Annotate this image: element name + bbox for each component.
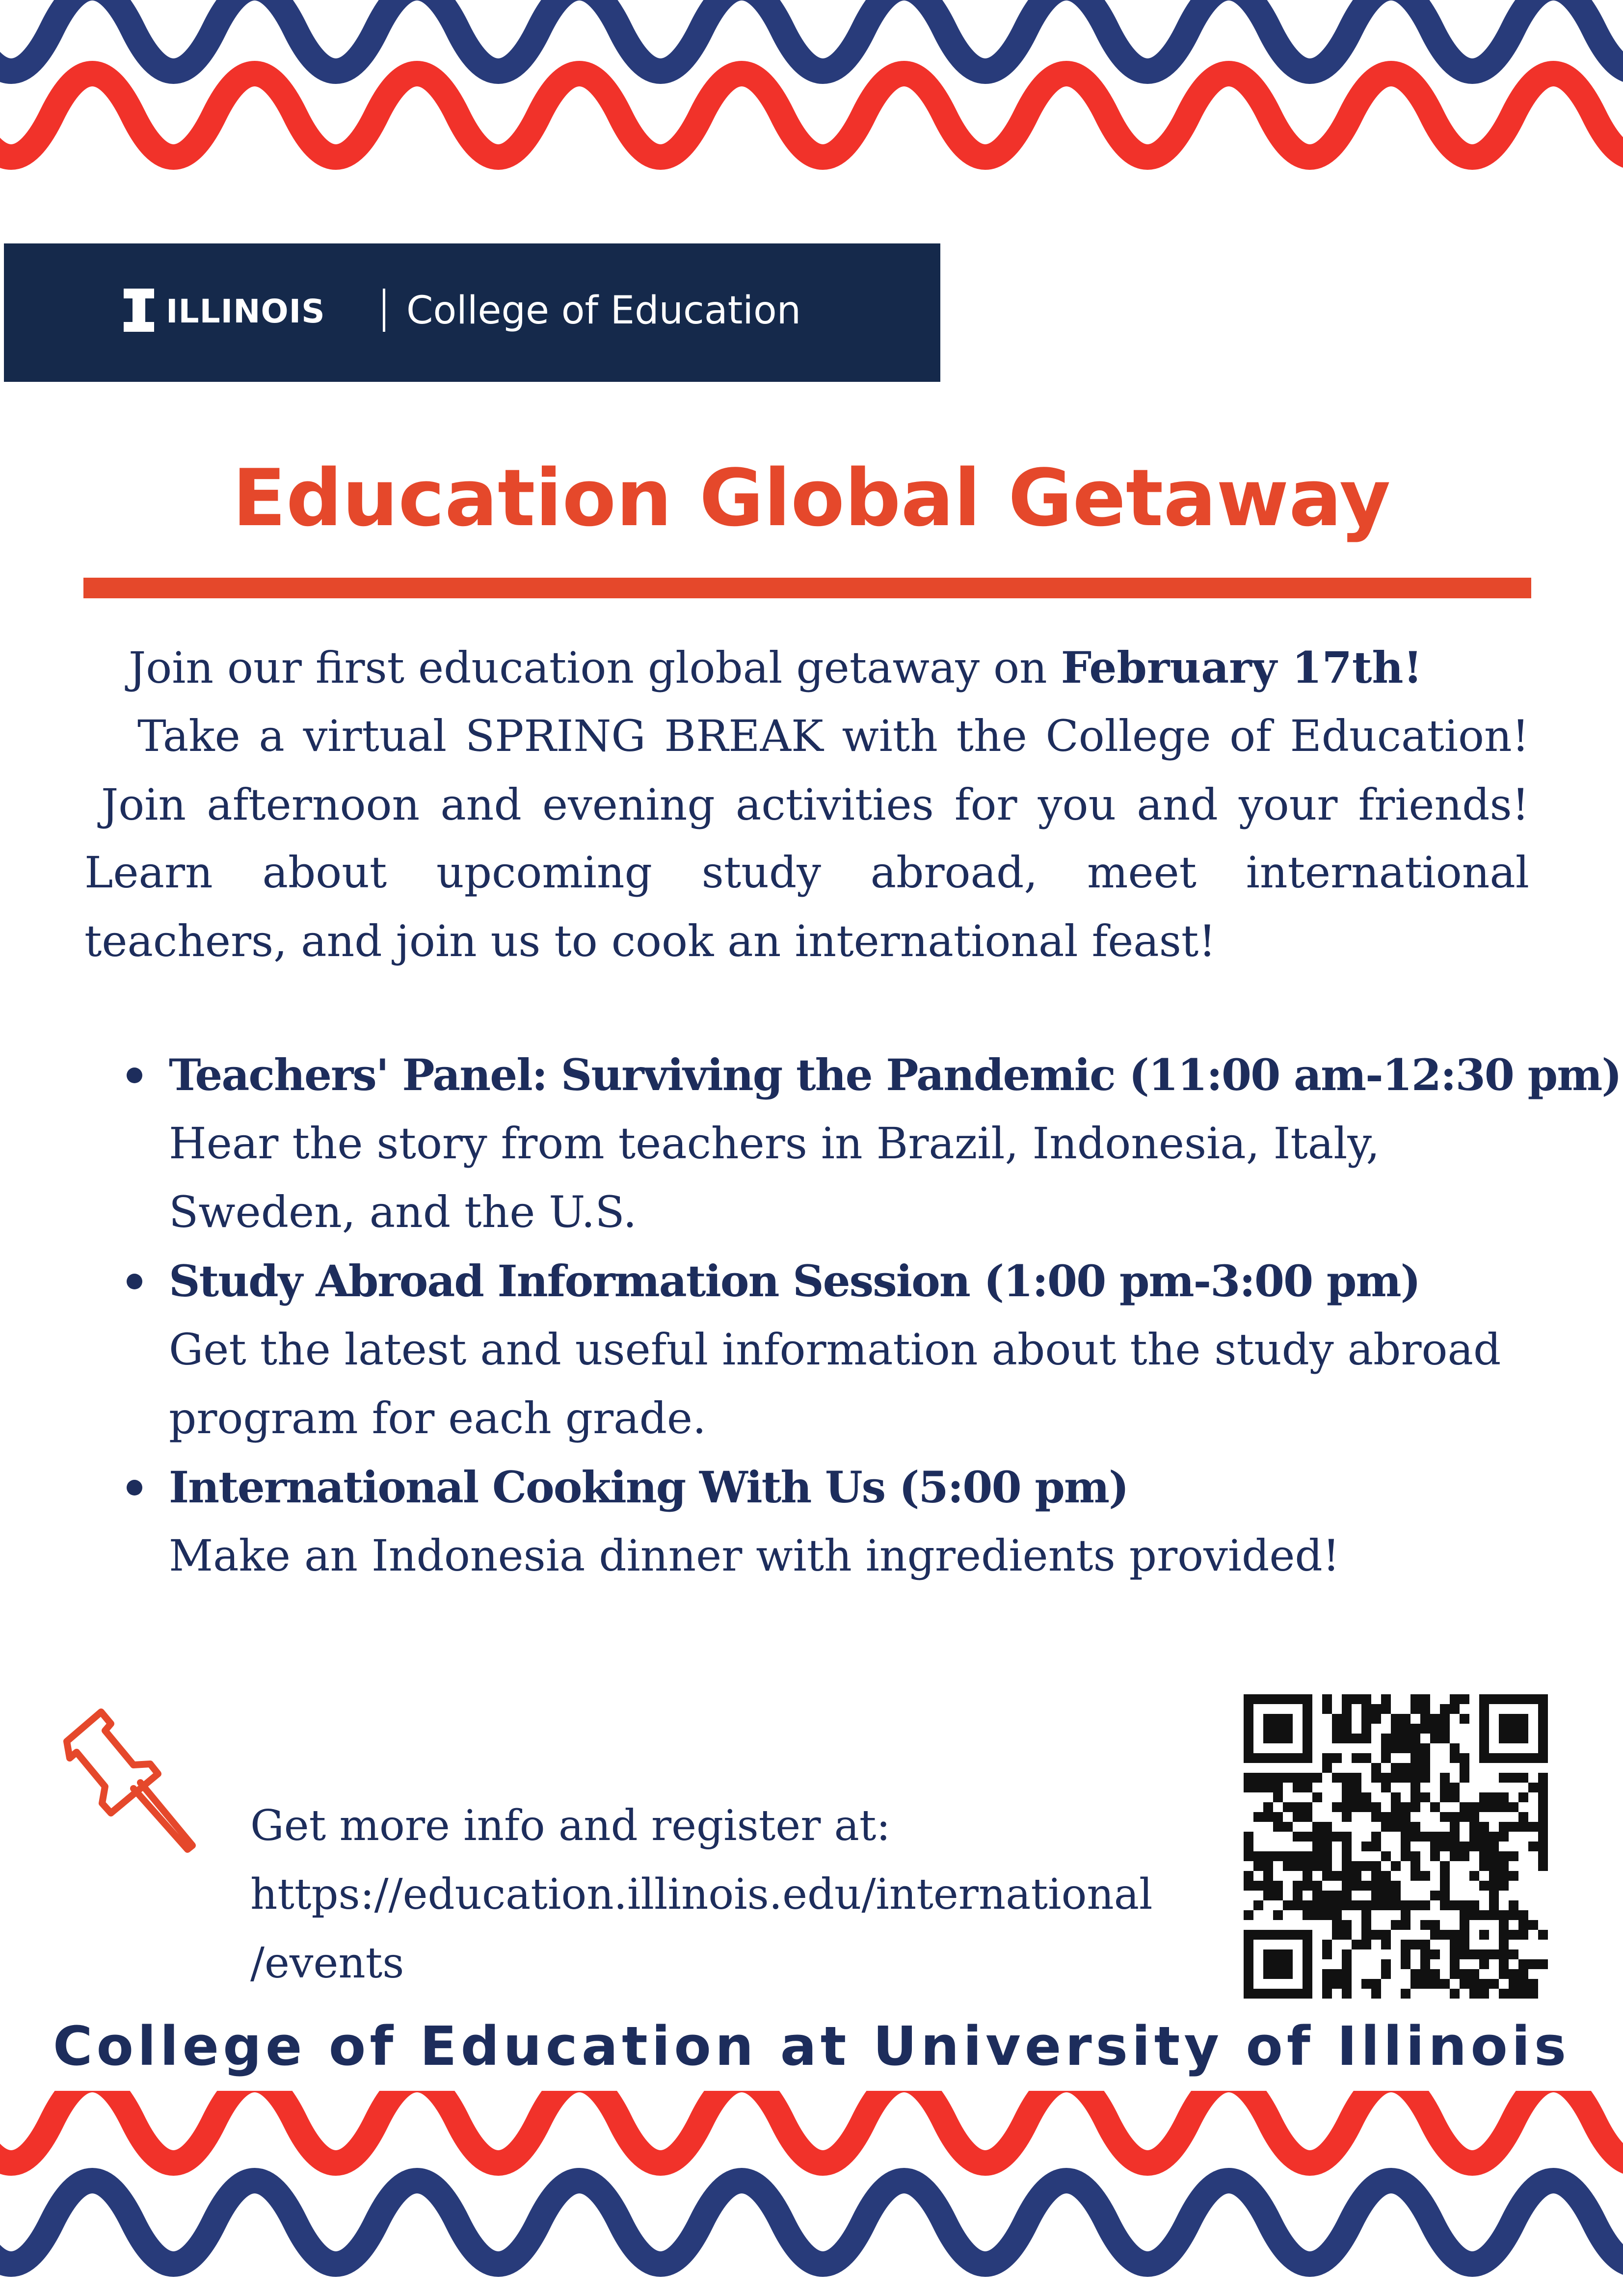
qr-code[interactable]: [1244, 1694, 1548, 1999]
top-blue-wave: [0, 0, 1623, 71]
event-description: Make an Indonesia dinner with ingredients provided!: [169, 1530, 1340, 1581]
event-title: Study Abroad Information Session (1:00 pm-3:00 pm): [169, 1255, 1420, 1307]
register-info: [250, 1791, 1222, 1998]
event-title: International Cooking With Us (5:00 pm): [169, 1462, 1128, 1513]
intro-line-3-text: Join afternoon and evening activities for you and your friends!: [101, 779, 1529, 830]
intro-line-1: [129, 633, 1422, 702]
intro-line-2: [137, 702, 1529, 771]
intro-line-1-text: Join our first education global getaway on: [129, 642, 1061, 693]
footer-title: College of Education at University of Illinois: [53, 2015, 1570, 2078]
bottom-wave-decoration: [0, 2091, 1623, 2296]
header-college-name: College of Education: [406, 289, 801, 333]
register-link-continued[interactable]: /events: [250, 1939, 404, 1988]
list-item: [128, 1041, 1621, 1247]
illinois-wordmark: ILLINOIS: [166, 293, 325, 330]
register-link[interactable]: https://education.illinois.edu/international: [250, 1870, 1153, 1919]
event-description: Get the latest and useful information about the study abroad program for each grade.: [169, 1324, 1501, 1443]
bottom-red-wave: [0, 2091, 1623, 2163]
event-description: Hear the story from teachers in Brazil, Indonesia, Italy, Sweden, and the U.S.: [169, 1118, 1380, 1237]
bullet-icon: [127, 1068, 142, 1083]
top-red-wave: [0, 74, 1623, 157]
header-separator: [383, 289, 385, 332]
bullet-icon: [127, 1480, 142, 1495]
title-underline: [83, 578, 1531, 598]
list-item: [128, 1453, 1551, 1590]
bottom-blue-wave: [0, 2181, 1623, 2264]
intro-line-2-text: Take a virtual SPRING BREAK with the College of Education!: [137, 711, 1529, 761]
pushpin-icon: [47, 1707, 204, 1864]
top-wave-decoration: [0, 0, 1623, 211]
intro-line-4-text: Learn about upcoming study abroad, meet international: [84, 847, 1529, 898]
illinois-block-i-icon: [124, 289, 154, 332]
event-title: Teachers' Panel: Surviving the Pandemic (11:00 am-12:30 pm): [169, 1049, 1621, 1100]
intro-line-5: [84, 907, 1216, 976]
list-item: [128, 1247, 1551, 1453]
intro-line-3: [101, 771, 1529, 839]
bullet-icon: [127, 1274, 142, 1289]
event-date: February 17th!: [1061, 642, 1423, 693]
register-label: Get more info and register at:: [250, 1801, 891, 1850]
intro-line-5-text: teachers, and join us to cook an international feast!: [84, 916, 1216, 966]
illinois-header-bar: [4, 243, 940, 382]
intro-line-4: [84, 838, 1529, 907]
events-list: [128, 1041, 1621, 1590]
page-title: Education Global Getaway: [232, 452, 1391, 544]
